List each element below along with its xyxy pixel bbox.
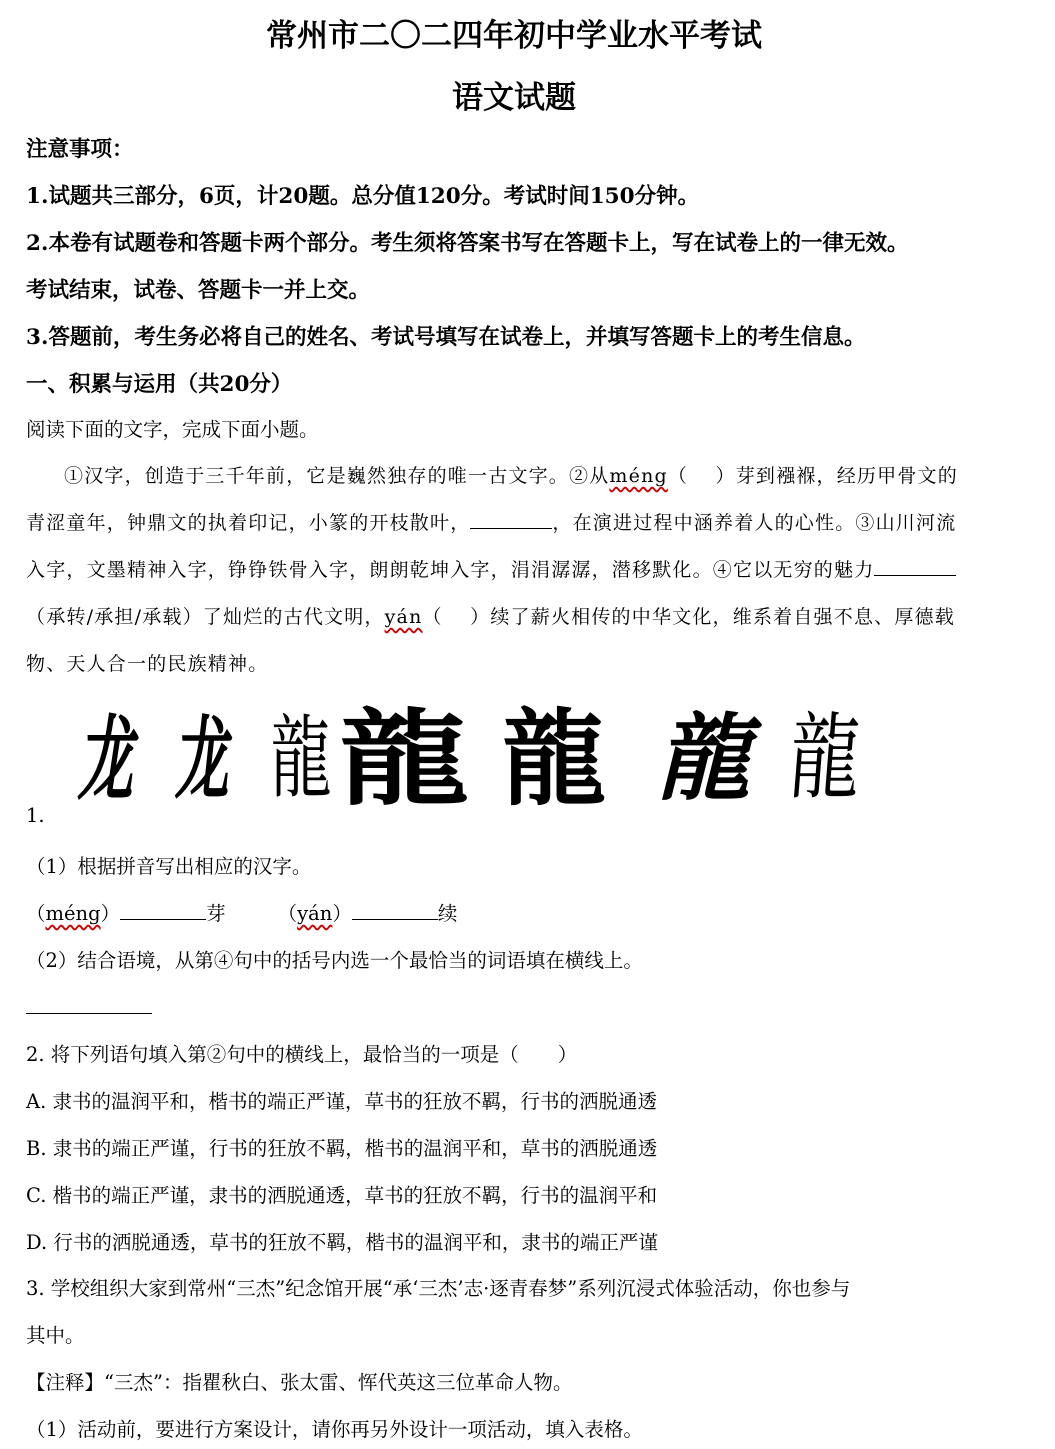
passage-text: （承转/承担/承载）了灿烂的古代文明， xyxy=(26,606,385,628)
notice-item-3: 3.答题前，考生务必将自己的姓名、考试号填写在试卷上，并填写答题卡上的考生信息。 xyxy=(26,325,866,350)
notice-item-2-cont: 考试结束，试卷、答题卡一并上交。 xyxy=(26,278,371,303)
section-instruction: 阅读下面的文字，完成下面小题。 xyxy=(26,418,319,441)
passage-line-1 xyxy=(64,461,958,488)
question-2-option-d[interactable]: D. 行书的洒脱通透，草书的狂放不羁，楷书的温润平和，隶书的端正严谨 xyxy=(26,1231,658,1254)
question-2-option-c[interactable]: C. 楷书的端正严谨，隶书的洒脱通透，草书的狂放不羁，行书的温润平和 xyxy=(26,1184,658,1207)
passage-text: （ ）芽到襁褓，经历甲骨文的 xyxy=(667,465,958,487)
passage-text: ①汉字，创造于三千年前，它是巍然独存的唯一古文字。②从 xyxy=(64,465,610,487)
glyph-bronze: 龙 xyxy=(172,705,238,812)
passage-line-3 xyxy=(26,555,956,582)
paren: ） xyxy=(100,902,121,925)
question-1-number: 1. xyxy=(26,804,45,827)
glyph-clerical: 龍 xyxy=(338,696,470,820)
pinyin-meng: méng xyxy=(45,902,101,925)
question-3-note: 【注释】“三杰”：指瞿秋白、张太雷、恽代英这三位革命人物。 xyxy=(26,1371,573,1394)
blank-line xyxy=(874,574,956,576)
question-2-option-a[interactable]: A. 隶书的温润平和，楷书的端正严谨，草书的狂放不羁，行书的洒脱通透 xyxy=(26,1090,657,1113)
notice-heading: 注意事项： xyxy=(26,137,134,162)
notice-item-2: 2.本卷有试题卷和答题卡两个部分。考生须将答案书写在答题卡上，写在试卷上的一律无效。 xyxy=(26,231,909,256)
pinyin-yan: yán xyxy=(297,902,333,925)
question-1-part-1: （1）根据拼音写出相应的汉字。 xyxy=(26,855,312,878)
question-3-part-1: （1）活动前，要进行方案设计，请你再另外设计一项活动，填入表格。 xyxy=(26,1418,643,1441)
notice-item-1: 1.试题共三部分，6页，计20题。总分值120分。考试时间150分钟。 xyxy=(26,184,700,209)
passage-text: 青涩童年，钟鼎文的执着印记，小篆的开枝散叶， xyxy=(26,512,471,534)
passage-text: 入字，文墨精神入字，铮铮铁骨入字，朗朗乾坤入字，涓涓潺潺，潜移默化。④它以无穷的魅力 xyxy=(26,559,875,581)
blank-line xyxy=(470,527,552,529)
question-1-part-2: （2）结合语境，从第④句中的括号内选一个最恰当的词语填在横线上。 xyxy=(26,949,643,972)
passage-text: ，在演进过程中涵养着人的心性。③山川河流 xyxy=(552,512,957,534)
question-1-fill-line xyxy=(26,898,457,926)
question-3-stem-cont: 其中。 xyxy=(26,1324,85,1347)
passage-text: （ ）续了薪火相传的中华文化，维系着自强不息、厚德载 xyxy=(422,606,955,628)
section-heading: 一、积累与运用（共20分） xyxy=(26,372,293,397)
glyph-seal: 龍 xyxy=(270,705,332,811)
pinyin-yan: yán xyxy=(384,606,423,628)
question-3-stem: 3. 学校组织大家到常州“三杰”纪念馆开展“承‘三杰’志·逐青春梦”系列沉浸式体验活动，你也参与 xyxy=(26,1277,851,1300)
fill-char: 续 xyxy=(437,902,458,925)
fill-char: 芽 xyxy=(206,902,226,925)
exam-subtitle: 语文试题 xyxy=(452,80,576,116)
glyph-running: 龍 xyxy=(650,703,772,814)
paren: ） xyxy=(332,902,352,925)
question-2-option-b[interactable]: B. 隶书的端正严谨，行书的狂放不羁，楷书的温润平和，草书的洒脱通透 xyxy=(26,1137,658,1160)
answer-line[interactable] xyxy=(26,1013,152,1014)
answer-blank[interactable] xyxy=(352,918,438,920)
glyph-regular: 龍 xyxy=(502,696,607,820)
passage-line-4 xyxy=(26,602,955,629)
question-2-stem: 2. 将下列语句填入第②句中的横线上，最恰当的一项是（ ） xyxy=(26,1043,578,1066)
pinyin-meng: méng xyxy=(609,465,668,487)
answer-blank[interactable] xyxy=(120,918,206,920)
exam-title: 常州市二〇二四年初中学业水平考试 xyxy=(266,18,762,54)
glyph-oracle: 龙 xyxy=(74,704,146,813)
passage-line-5: 物、天人合一的民族精神。 xyxy=(26,653,269,675)
paren: （ xyxy=(26,902,46,925)
paren: （ xyxy=(277,902,298,925)
passage-line-2 xyxy=(26,508,956,535)
glyph-cursive: 龍 xyxy=(785,703,865,813)
